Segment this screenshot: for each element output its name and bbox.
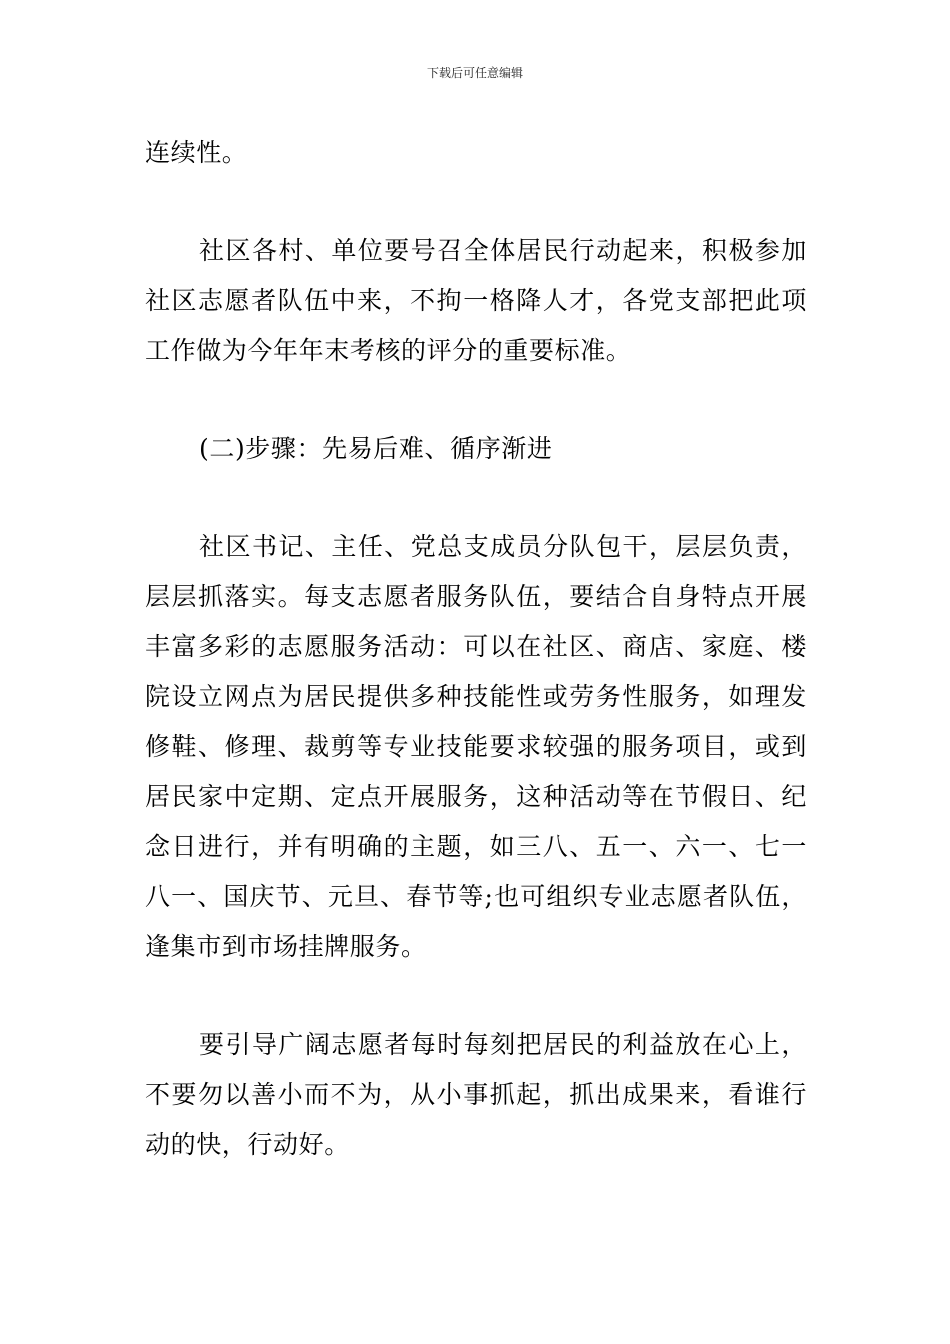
paragraph-continuation: 连续性。 bbox=[145, 138, 248, 167]
paragraph-spacer bbox=[145, 376, 807, 424]
page-header: 下载后可任意编辑 bbox=[426, 66, 523, 80]
paragraph-service-activities: 社区书记、主任、党总支成员分队包干，层层负责，层层抓落实。每支志愿者服务队伍，要结合自身特点开展丰富多彩的志愿服务活动：可以在社区、商店、家庭、楼院设立网点为居民提供多种技能性或劳务性服务，如理发修鞋、修理、裁剪等专业技能要求较强的服务项目，或到居民家中定期、定点开展服务，这种活动等在节假日、纪念日进行，并有明确的主题，如三八、五一、六一、七一八一、国庆节、元旦、春节等;也可组织专业志愿者队伍，逢集市到市场挂牌服务。 bbox=[145, 532, 807, 961]
section-heading-steps: (二)步骤：先易后难、循序渐进 bbox=[199, 434, 553, 463]
paragraph-mobilization: 社区各村、单位要号召全体居民行动起来，积极参加社区志愿者队伍中来，不拘一格降人才，各党支部把此项工作做为今年年末考核的评分的重要标准。 bbox=[145, 236, 807, 365]
document-body bbox=[145, 128, 807, 1170]
paragraph-spacer bbox=[145, 972, 807, 1020]
paragraph-spacer bbox=[145, 178, 807, 226]
paragraph-guidance: 要引导广阔志愿者每时每刻把居民的利益放在心上，不要勿以善小而不为，从小事抓起，抓出成果来，看谁行动的快，行动好。 bbox=[145, 1030, 807, 1159]
paragraph-spacer bbox=[145, 474, 807, 522]
